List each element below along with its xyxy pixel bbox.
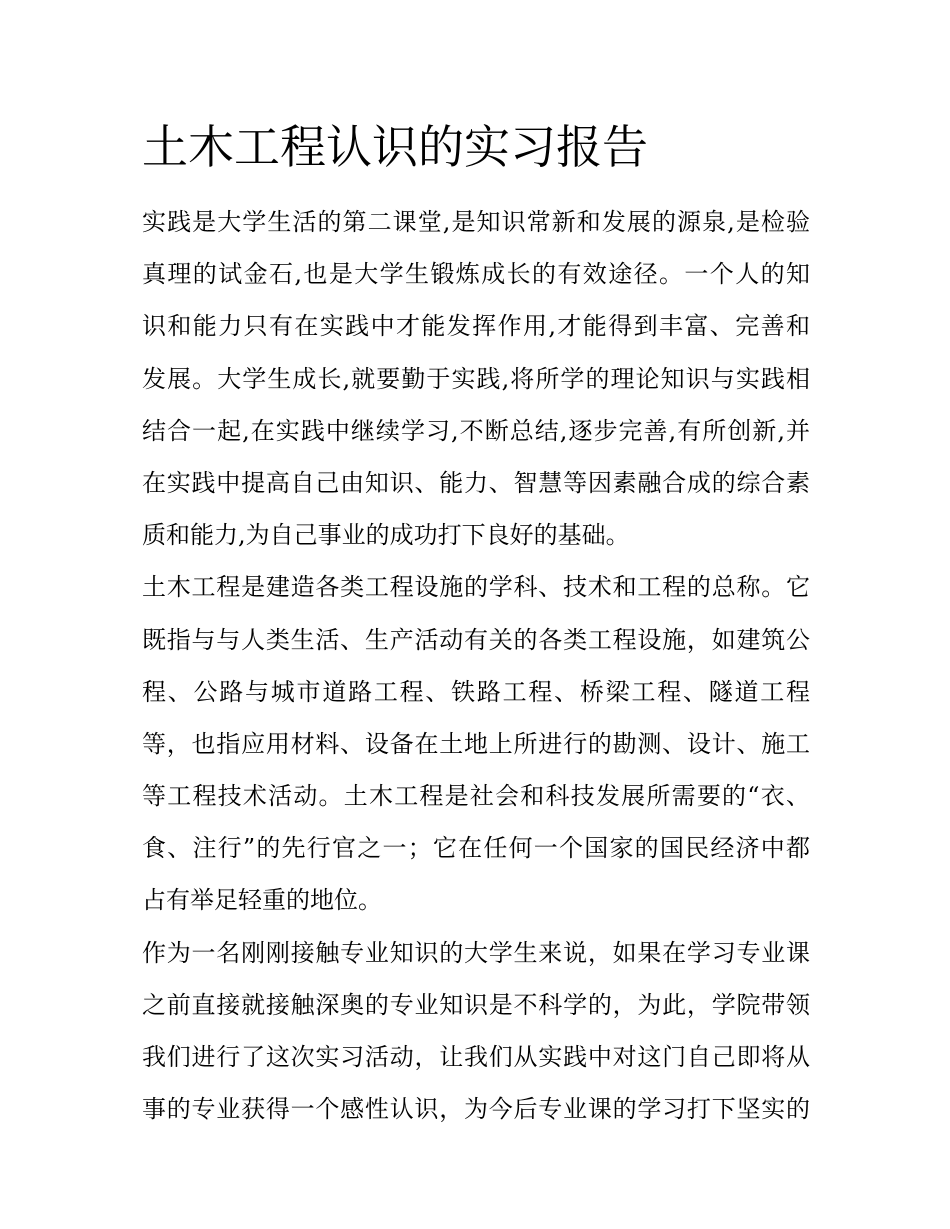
text-line: 既指与与人类生活、生产活动有关的各类工程设施，如建筑公 <box>142 625 810 654</box>
text-line: 占有举足轻重的地位。 <box>142 886 382 915</box>
text-line: 结合一起,在实践中继续学习,不断总结,逐步完善,有所创新,并 <box>142 416 810 445</box>
text-line: 真理的试金石,也是大学生锻炼成长的有效途径。一个人的知 <box>142 260 810 289</box>
text-line: 我们进行了这次实习活动，让我们从实践中对这门自己即将从 <box>142 1043 810 1071</box>
text-line: 发展。大学生成长,就要勤于实践,将所学的理论知识与实践相 <box>142 364 810 393</box>
text-line: 土木工程是建造各类工程设施的学科、技术和工程的总称。它 <box>142 573 810 602</box>
text-line: 在实践中提高自己由知识、能力、智慧等因素融合成的综合素 <box>142 468 810 497</box>
text-line: 食、注行”的先行官之一；它在任何一个国家的国民经济中都 <box>142 834 810 863</box>
text-line: 等，也指应用材料、设备在土地上所进行的勘测、设计、施工 <box>142 729 810 758</box>
text-line: 实践是大学生活的第二课堂,是知识常新和发展的源泉,是检验 <box>142 208 810 236</box>
text-line: 作为一名刚刚接触专业知识的大学生来说，如果在学习专业课 <box>142 938 810 967</box>
text-line: 识和能力只有在实践中才能发挥作用,才能得到丰富、完善和 <box>142 312 810 341</box>
text-line: 事的专业获得一个感性认识，为今后专业课的学习打下坚实的 <box>142 1095 810 1124</box>
text-line: 程、公路与城市道路工程、铁路工程、桥梁工程、隧道工程 <box>142 677 810 706</box>
text-line: 质和能力,为自己事业的成功打下良好的基础。 <box>142 521 630 550</box>
document-body <box>142 196 814 1135</box>
document-title: 土木工程认识的实习报告 <box>142 120 648 174</box>
text-line: 之前直接就接触深奥的专业知识是不科学的，为此，学院带领 <box>142 990 810 1019</box>
text-line: 等工程技术活动。土木工程是社会和科技发展所需要的“衣、 <box>142 782 810 811</box>
